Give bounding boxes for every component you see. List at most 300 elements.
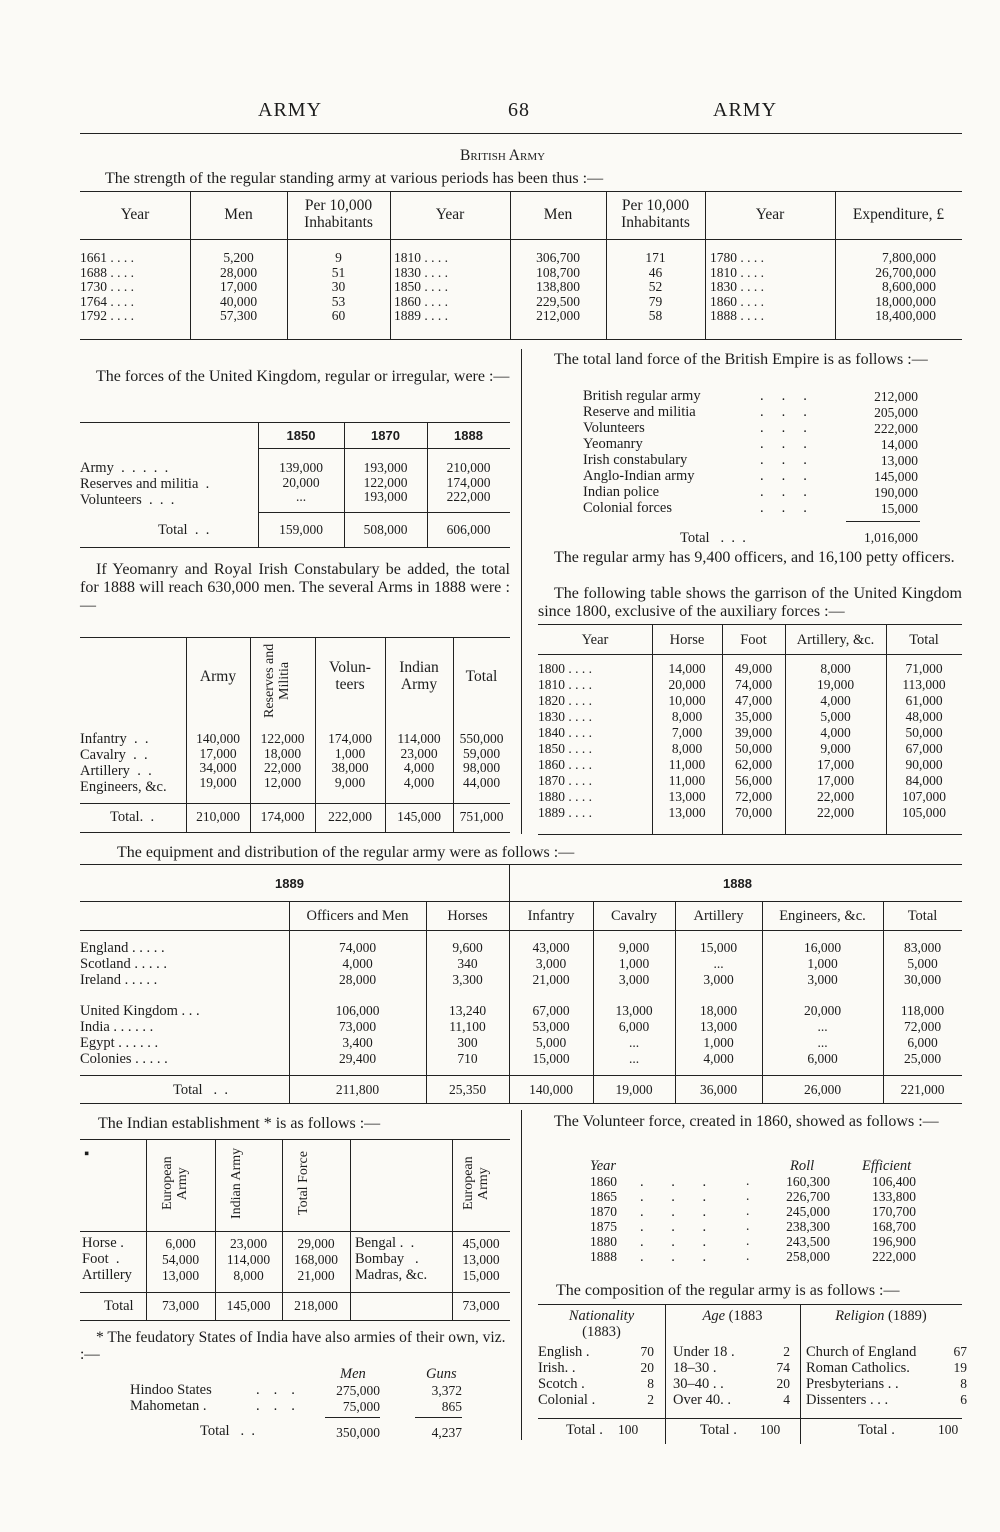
row-label: 30–40 . . (673, 1376, 724, 1392)
col-header: Guns (426, 1366, 457, 1382)
table-cell: 229,500 (536, 293, 580, 309)
table-cell: 74,000 (338, 940, 377, 955)
row-label: Foot . (82, 1251, 120, 1267)
year-header: 1889 (275, 876, 304, 891)
table-cell: 5,000 (907, 956, 938, 971)
row-label: Roman Catholics. (806, 1360, 910, 1376)
table-cell: 1860 . . . . (538, 757, 592, 772)
table-cell: 13,000 (615, 1003, 653, 1018)
table-cell: 245,000 (786, 1204, 830, 1219)
table-cell: 75,000 (342, 1399, 380, 1414)
table-cell: 108,700 (536, 264, 580, 280)
table-cell: 22,000 (263, 760, 302, 775)
table-cell: 4,000 (342, 956, 373, 971)
table-cell: 20,000 (668, 677, 706, 692)
row-label: Scotland . . . . . (80, 956, 167, 972)
table-cell: ... (817, 1035, 828, 1050)
table-cell: 6,000 (807, 1051, 838, 1066)
row-label: Horse . (82, 1235, 124, 1251)
table-cell: 170,700 (872, 1204, 916, 1219)
row-label: India . . . . . . (80, 1019, 154, 1035)
total-cell: 4,237 (431, 1425, 462, 1440)
table-cell: 8 (647, 1376, 654, 1391)
col-header: Year (435, 206, 465, 223)
table-cell: 1880 . . . . (538, 789, 592, 804)
col-header: Indian Army (229, 1147, 244, 1220)
table-cell: 5,200 (223, 250, 254, 265)
table-cell: 73,000 (338, 1019, 377, 1034)
table-cell: 168,700 (872, 1219, 916, 1234)
total-cell: 751,000 (459, 809, 504, 824)
table-cell: 1860 . . . . (710, 293, 764, 309)
table-cell: 70 (640, 1344, 654, 1359)
col-header: Indian Army (399, 659, 439, 693)
col-header: Year (581, 632, 609, 648)
row-label: 18–30 . (673, 1360, 717, 1376)
row-label: United Kingdom . . . (80, 1003, 200, 1019)
row-label: Artillery . . (80, 763, 152, 779)
row-label: Volunteers . . . (80, 492, 175, 508)
total-cell: 100 (938, 1422, 959, 1437)
table-cell: 174,000 (446, 474, 491, 490)
table-cell: 6 (960, 1392, 967, 1407)
table-cell: 6,000 (165, 1236, 196, 1251)
table-cell: 14,000 (880, 437, 918, 452)
table-cell: 106,000 (335, 1003, 380, 1018)
page-number: 68 (508, 99, 530, 121)
col-header: Officers and Men (306, 908, 409, 924)
total-cell: 508,000 (363, 522, 408, 537)
arms-intro: If Yeomanry and Royal Irish Constabulary be added, the total for 1888 will reach 630,000 men. The several Arms in 1888 were :— (80, 561, 510, 614)
total-cell: 145,000 (226, 1298, 271, 1313)
table-cell: 6,000 (618, 1019, 650, 1034)
table-cell: 20 (640, 1360, 654, 1375)
table-cell: 1810 . . . . (538, 677, 592, 692)
equipment-intro: The equipment and distribution of the regular army were as follows :— (117, 844, 575, 861)
total-label: Total . . . (680, 530, 746, 546)
running-head-left: ARMY (258, 99, 323, 121)
table-cell: 138,800 (536, 279, 580, 294)
running-head-right: ARMY (713, 99, 778, 121)
table-cell: 122,000 (363, 474, 408, 490)
table-cell: 114,000 (397, 731, 441, 746)
table-cell: 1870 (590, 1204, 617, 1219)
row-label: Bombay . (355, 1251, 419, 1267)
table-cell: 139,000 (279, 460, 323, 475)
table-cell: 43,000 (532, 940, 570, 955)
table-cell: 7,800,000 (882, 250, 936, 265)
table-cell: 13,000 (161, 1268, 200, 1283)
table-cell: 72,000 (903, 1019, 942, 1034)
table-cell: 19,000 (199, 774, 237, 790)
table-cell: 84,000 (905, 773, 943, 788)
table-cell: 4,000 (703, 1051, 734, 1066)
table-cell: ... (628, 1035, 640, 1050)
total-label: Total . . (200, 1423, 255, 1439)
col-header: Total (465, 668, 498, 685)
table-cell: 5,000 (535, 1035, 567, 1050)
table-cell: 1,000 (618, 956, 650, 971)
col-header: European Army (160, 1156, 190, 1211)
total-cell: 211,800 (335, 1082, 380, 1097)
table-cell: 8,000 (233, 1268, 264, 1283)
table-cell: 17,000 (219, 279, 258, 294)
col-header: Men (543, 206, 573, 223)
leader-dots: . . . (640, 1204, 719, 1220)
total-cell: 210,000 (196, 809, 240, 824)
table-cell: 9,000 (618, 940, 650, 955)
table-cell: 98,000 (462, 760, 501, 775)
table-cell: 222,000 (874, 421, 918, 436)
table-cell: 13,000 (668, 789, 706, 804)
row-label: England . . . . . (80, 940, 165, 956)
table-cell: 18,000 (699, 1003, 738, 1018)
total-cell: 1,016,000 (864, 530, 918, 545)
table-cell: ... (713, 956, 724, 971)
table-cell: 13,000 (699, 1019, 738, 1034)
table-cell: 4,000 (403, 774, 435, 790)
table-cell: 1865 (590, 1189, 617, 1204)
table-cell: 1830 . . . . (394, 264, 448, 280)
table-cell: 3,000 (618, 972, 650, 987)
table-cell: 16,000 (803, 940, 842, 955)
row-label: Ireland . . . . . (80, 972, 158, 988)
total-cell: 218,000 (294, 1298, 338, 1313)
col-header: Artillery (693, 908, 744, 924)
leader-dot: . (746, 1203, 750, 1218)
land-force-intro: The total land force of the British Empire is as follows :— (554, 351, 928, 368)
table-cell: 40,000 (219, 293, 258, 309)
table-cell: 168,000 (294, 1252, 338, 1267)
col-header: Men (340, 1366, 366, 1382)
leader-dot: . (746, 1173, 750, 1188)
table-cell: 13,000 (462, 1252, 500, 1267)
table-cell: 46 (648, 264, 663, 280)
table-cell: 67 (953, 1344, 967, 1359)
table-cell: 20,000 (282, 474, 320, 490)
leader-dots: . . . (640, 1174, 719, 1190)
table-cell: 51 (331, 264, 346, 280)
table-cell: 28,000 (338, 972, 377, 987)
table-cell: 1688 . . . . (80, 264, 134, 280)
total-cell: 73,000 (462, 1298, 500, 1313)
table-cell: 1875 (590, 1219, 617, 1234)
col-header: European Army (461, 1156, 491, 1211)
table-cell: 8,000 (820, 661, 851, 676)
table-cell: 1889 . . . . (538, 805, 592, 820)
total-cell: 19,000 (615, 1082, 653, 1097)
table-cell: 107,000 (902, 789, 946, 804)
row-label: Egypt . . . . . . (80, 1035, 159, 1051)
table-cell: 140,000 (196, 731, 240, 746)
table-cell: 4,000 (820, 693, 851, 708)
table-cell: 1830 . . . . (538, 709, 592, 724)
row-label: Over 40. . (673, 1392, 731, 1408)
table-cell: 3,400 (342, 1035, 373, 1050)
table-cell: 56,000 (734, 773, 773, 788)
table-cell: 9,000 (334, 774, 366, 790)
table-cell: 18,400,000 (875, 308, 936, 323)
total-cell: 100 (760, 1422, 781, 1437)
table-cell: 83,000 (903, 940, 942, 955)
table-cell: 14,000 (668, 661, 706, 676)
table-cell: 258,000 (786, 1249, 830, 1264)
table-cell: 53 (331, 293, 346, 309)
col-header: Artillery, &c. (796, 632, 875, 648)
total-cell: 221,000 (900, 1082, 945, 1097)
section-heading: British Army (460, 147, 546, 164)
table-cell: 47,000 (734, 693, 773, 708)
table-cell: 17,000 (816, 757, 855, 772)
leader-dot: . (746, 1248, 750, 1263)
table-cell: 15,000 (699, 940, 738, 955)
total-cell: 606,000 (446, 522, 491, 537)
table-cell: 13,000 (668, 805, 706, 820)
table-cell: 50,000 (905, 725, 943, 740)
table-cell: 550,000 (459, 731, 504, 746)
table-cell: 1,000 (703, 1035, 734, 1050)
col-header: Army (199, 668, 237, 685)
table-cell: 222,000 (872, 1249, 916, 1264)
table-cell: 5,000 (820, 709, 851, 724)
table-cell: 106,400 (872, 1174, 916, 1189)
table-cell: 45,000 (462, 1236, 500, 1251)
table-cell: 53,000 (532, 1019, 570, 1034)
table-cell: 1764 . . . . (80, 293, 134, 309)
total-label: Total (104, 1298, 134, 1314)
table-cell: 1,000 (807, 956, 838, 971)
table-cell: 10,000 (668, 693, 706, 708)
table-cell: 2 (783, 1344, 790, 1359)
row-label: Yeomanry (583, 436, 643, 452)
table-cell: 67,000 (532, 1003, 570, 1018)
table-cell: 9,600 (452, 940, 483, 955)
total-cell: 350,000 (336, 1425, 380, 1440)
table-cell: 4,000 (820, 725, 851, 740)
total-label: Total . . (173, 1082, 228, 1098)
col-header: Per 10,000 Inhabitants (304, 197, 373, 231)
total-cell: 222,000 (328, 809, 372, 824)
row-label: Artillery (82, 1267, 132, 1283)
col-header: Horse (669, 632, 705, 648)
table-cell: 7,000 (671, 725, 703, 740)
table-cell: 865 (441, 1399, 462, 1414)
total-label: Total . (858, 1422, 895, 1438)
table-cell: 306,700 (536, 250, 580, 265)
year-header: 1888 (723, 876, 752, 891)
table-cell: 3,300 (452, 972, 483, 987)
table-cell: 113,000 (902, 677, 946, 692)
table-cell: 71,000 (905, 661, 943, 676)
col-header: Efficient (862, 1158, 912, 1174)
total-cell: 26,000 (803, 1082, 842, 1097)
col-header: 1888 (454, 428, 483, 443)
table-cell: 52 (648, 279, 663, 294)
table-cell: 17,000 (816, 773, 855, 788)
col-header: Foot (740, 632, 767, 648)
row-label: Church of England (806, 1344, 917, 1360)
table-cell: 44,000 (462, 774, 501, 790)
col-header: Volun- teers (329, 659, 371, 693)
table-cell: 17,000 (199, 745, 237, 761)
leader-dot: . (746, 1233, 750, 1248)
table-cell: 105,000 (902, 805, 946, 820)
col-header: Total (907, 908, 938, 924)
table-cell: 74,000 (734, 677, 773, 692)
table-cell: 15,000 (880, 501, 918, 516)
table-cell: 74 (776, 1360, 790, 1375)
col-header: Roll (790, 1158, 815, 1174)
col-header: Infantry (527, 908, 575, 924)
table-cell: 212,000 (536, 308, 580, 323)
table-cell: 28,000 (219, 264, 258, 280)
british-army-intro: The strength of the regular standing army at various periods has been thus :— (105, 170, 604, 187)
col-header: Horses (447, 908, 488, 924)
table-cell: 3,000 (535, 956, 567, 971)
table-cell: 49,000 (734, 661, 773, 676)
table-cell: 1820 . . . . (538, 693, 592, 708)
table-cell: 2 (647, 1392, 654, 1407)
table-cell: 35,000 (734, 709, 773, 724)
table-cell: ... (817, 1019, 828, 1034)
col-header: Engineers, &c. (779, 908, 866, 924)
table-cell: 1860 . . . . (394, 293, 448, 309)
row-label: Madras, &c. (355, 1267, 428, 1283)
table-cell: 1850 . . . . (538, 741, 592, 756)
table-cell: 1880 (590, 1234, 617, 1249)
total-cell: 174,000 (260, 809, 305, 824)
col-header: 1870 (371, 428, 400, 443)
table-cell: 50,000 (734, 741, 773, 756)
table-cell: 1850 . . . . (394, 279, 448, 294)
garrison-intro: The following table shows the garrison of the United Kingdom since 1800, exclusive of the auxiliary forces :— (538, 585, 962, 620)
table-cell: 174,000 (328, 731, 372, 746)
table-cell: 190,000 (874, 485, 918, 500)
col-header: Cavalry (611, 908, 657, 924)
table-cell: 114,000 (226, 1252, 271, 1267)
table-cell: ... (628, 1051, 640, 1066)
table-cell: 133,800 (872, 1189, 916, 1204)
table-cell: 6,000 (907, 1035, 938, 1050)
table-cell: 54,000 (161, 1252, 200, 1267)
table-cell: 19 (953, 1360, 967, 1375)
table-cell: 212,000 (874, 389, 918, 404)
table-cell: 23,000 (400, 745, 438, 761)
table-cell: 122,000 (260, 731, 305, 746)
total-label: Total . (566, 1422, 603, 1438)
total-label: Total . . (158, 522, 210, 538)
leader-dots: . . . (640, 1219, 719, 1235)
table-cell: 11,000 (668, 773, 706, 788)
table-cell: 12,000 (263, 774, 302, 790)
table-cell: 30 (331, 279, 346, 294)
row-label: Irish. . (538, 1360, 576, 1376)
table-cell: 340 (457, 956, 478, 971)
indian-intro: The Indian establishment * is as follows :— (98, 1115, 381, 1132)
row-label: Volunteers (583, 420, 645, 436)
table-cell: 3,000 (703, 972, 734, 987)
table-cell: 1810 . . . . (394, 250, 448, 265)
table-cell: 34,000 (199, 760, 237, 775)
table-cell: 62,000 (734, 757, 773, 772)
col-header: 1850 (286, 428, 316, 443)
table-cell: 9,000 (820, 741, 851, 756)
table-cell: 1860 (590, 1174, 617, 1189)
table-cell: 21,000 (532, 972, 570, 987)
col-header: Per 10,000 Inhabitants (621, 197, 690, 231)
volunteer-intro: The Volunteer force, created in 1860, showed as follows :— (554, 1113, 939, 1130)
col-header: Expenditure, £ (852, 206, 945, 223)
table-cell: 4 (783, 1392, 790, 1407)
table-cell: 1888 (590, 1249, 617, 1264)
total-label: Total. . (110, 809, 155, 825)
table-cell: 9 (335, 250, 342, 265)
row-label: Colonial . (538, 1392, 596, 1408)
table-cell: 3,372 (431, 1383, 462, 1398)
table-cell: 1870 . . . . (538, 773, 592, 788)
table-cell: 38,000 (331, 760, 369, 775)
total-cell: 25,350 (448, 1082, 487, 1097)
table-cell: 1780 . . . . (710, 250, 764, 265)
table-cell: 15,000 (462, 1268, 500, 1283)
table-cell: 19,000 (816, 677, 855, 692)
col-header: Reserves and Militia (262, 643, 292, 718)
table-cell: 193,000 (363, 460, 408, 475)
footnote: * The feudatory States of India have also armies of their own, viz. :— (80, 1329, 506, 1363)
table-cell: 1800 . . . . (538, 661, 592, 676)
table-cell: 26,700,000 (875, 264, 936, 280)
row-label: Indian police (583, 484, 660, 500)
table-cell: 8,000 (671, 741, 703, 756)
table-cell: 23,000 (229, 1236, 268, 1251)
table-cell: 8,600,000 (882, 279, 936, 294)
table-cell: 160,300 (786, 1174, 830, 1189)
table-cell: 226,700 (786, 1189, 830, 1204)
table-cell: 29,400 (338, 1051, 377, 1066)
col-header: Total Force (296, 1151, 311, 1216)
table-cell: 193,000 (363, 489, 408, 504)
table-cell: 1810 . . . . (710, 264, 764, 280)
row-label: English . (538, 1344, 590, 1360)
table-cell: 205,000 (874, 405, 918, 420)
table-cell: 11,100 (449, 1019, 486, 1034)
row-label: Colonies . . . . . (80, 1051, 168, 1067)
table-cell: 1840 . . . . (538, 725, 592, 740)
table-cell: 1888 . . . . (710, 308, 764, 323)
row-label: Engineers, &c. (80, 779, 167, 795)
table-cell: 1830 . . . . (710, 279, 764, 294)
table-cell: 1730 . . . . (80, 279, 134, 294)
col-header: Total (909, 632, 939, 648)
total-cell: 73,000 (161, 1298, 200, 1313)
table-cell: 118,000 (900, 1003, 945, 1018)
leader-dots: . . . (640, 1249, 719, 1265)
row-label: Under 18 . (673, 1344, 735, 1360)
table-cell: 57,300 (219, 308, 258, 323)
col-header: Year (120, 206, 150, 223)
table-cell: 275,000 (336, 1383, 380, 1398)
row-label: Colonial forces (583, 500, 672, 516)
row-label: Hindoo States (130, 1382, 212, 1398)
table-cell: 60 (331, 308, 346, 323)
total-cell: 145,000 (397, 809, 441, 824)
table-cell: 11,000 (668, 757, 706, 772)
table-cell: 22,000 (816, 805, 855, 820)
row-label: Cavalry . . (80, 747, 148, 763)
composition-header: Nationality (1883) (568, 1308, 635, 1340)
table-cell: 29,000 (297, 1236, 335, 1251)
leader-dot: . (746, 1188, 750, 1203)
